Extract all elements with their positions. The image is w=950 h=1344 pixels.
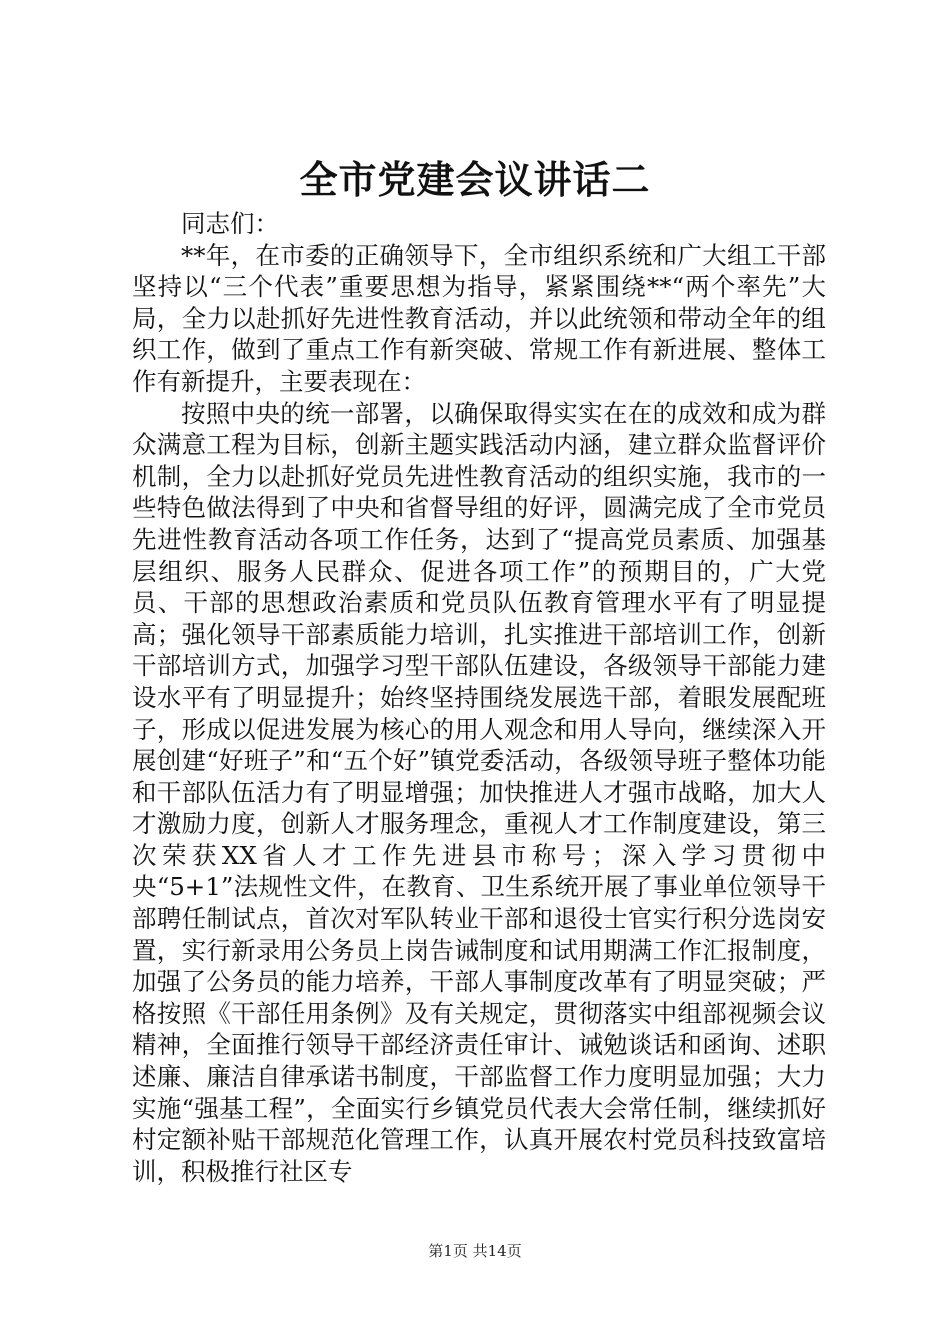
paragraph-achievements: 按照中央的统一部署，以确保取得实实在在的成效和成为群众满意工程为目标，创新主题实践活动内涵，建立群众监督评价机制，全力以赴抓好党员先进性教育活动的组织实施，我市的一些特色做法得到了中央和省督导组的好评，圆满完成了全市党员先进性教育活动各项工作任务，达到了“提高党员素质、加强基层组织、服务人民群众、促进各项工作”的预期目的，广大党员、干部的思想政治素质和党员队伍教育管理水平有了明显提高；强化领导干部素质能力培训，扎实推进干部培训工作，创新干部培训方式，加强学习型干部队伍建设，各级领导干部能力建设水平有了明显提升；始终坚持围绕发展选干部，着眼发展配班子，形成以促进发展为核心的用人观念和用人导向，继续深入开展创建“好班子”和“五个好”镇党委活动，各级领导班子整体功能和干部队伍活力有了明显增强；加快推进人才强市战略，加大人才激励力度，创新人才服务理念，重视人才工作制度建设，第三次荣获XX省人才工作先进县市称号；深入学习贯彻中央“5+1”法规性文件，在教育、卫生系统开展了事业单位领导干部聘任制试点，首次对军队转业干部和退役士官实行积分选岗安置，实行新录用公务员上岗告诫制度和试用期满工作汇报制度，加强了公务员的能力培养，干部人事制度改革有了明显突破；严格按照《干部任用条例》及有关规定，贯彻落实中组部视频会议精神，全面推行领导干部经济责任审计、诫勉谈话和函询、述职述廉、廉洁自律承诺书制度，干部监督工作力度明显加强；大力实施“强基工程”，全面实行乡镇党员代表大会常任制，继续抓好村定额补贴干部规范化管理工作，认真开展农村党员科技致富培训，积极推行社区专 [132, 398, 826, 1186]
document-body [132, 208, 826, 1187]
document-title: 全市党建会议讲话二 [299, 157, 651, 202]
paragraph-intro: **年，在市委的正确领导下，全市组织系统和广大组工干部坚持以“三个代表”重要思想为指导，紧紧围绕**“两个率先”大局，全力以赴抓好先进性教育活动，并以此统领和带动全年的组织工作，做到了重点工作有新突破、常规工作有新进展、整体工作有新提升，主要表现在： [132, 240, 826, 396]
salutation: 同志们： [181, 209, 279, 238]
page-number-footer: 第1页 共14页 [428, 1242, 522, 1260]
